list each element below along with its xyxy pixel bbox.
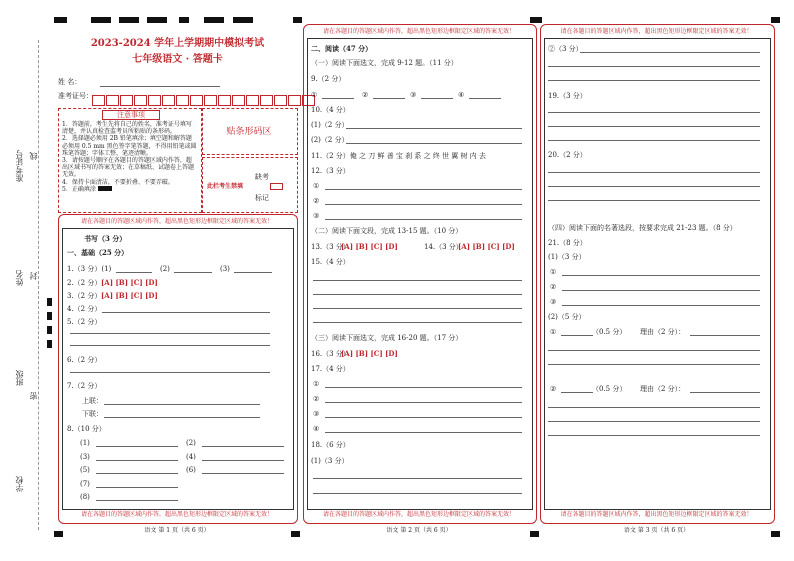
q1-label-3: (3) — [220, 265, 230, 273]
q12-item: ③ — [313, 212, 320, 220]
q17-answer[interactable] — [325, 417, 522, 418]
barcode-label: 贴条形码区 — [226, 127, 272, 137]
side-label-school: 学校 — [15, 476, 24, 492]
q10-1: (1)（2 分） — [311, 121, 349, 129]
q8-label: 8.（10 分） — [67, 425, 106, 433]
q18-label: 18.（6 分） — [311, 441, 350, 449]
q18-1-answer[interactable] — [313, 478, 522, 479]
warning-top: 请在各题目的答题区域内作答，超出黑色矩形边框限定区域的答案无效！ — [560, 28, 753, 35]
locator-mark — [530, 17, 542, 23]
notice-item: 3．请按题号顺序在各题目的答题区域内作答，超出区域书写的答案无效；在草稿纸、试题卷上答题无效。 — [62, 156, 195, 179]
q18-2-answer[interactable] — [548, 66, 760, 67]
reading-sub-2: （二）阅读下面文段，完成 13-15 题。（10 分） — [311, 227, 463, 235]
q9-answer[interactable] — [373, 98, 405, 99]
name-field[interactable] — [100, 86, 220, 87]
q19-label: 19.（3 分） — [548, 92, 587, 100]
q21-answer[interactable] — [562, 275, 760, 276]
q18-1-label: (1)（3 分） — [311, 457, 349, 465]
q12-answer[interactable] — [325, 219, 522, 220]
q2-label: 2.（2 分） — [67, 279, 102, 287]
q4-label: 4.（2 分） — [67, 305, 102, 313]
locator-mark — [293, 17, 302, 23]
q17-item: ① — [313, 380, 320, 388]
q8-item: (8) — [80, 493, 90, 501]
binding-line — [38, 40, 39, 530]
q17-item: ④ — [313, 425, 320, 433]
reason-answer[interactable] — [548, 350, 760, 351]
q19-answer[interactable] — [548, 112, 760, 113]
q9-opt: ① — [311, 91, 318, 99]
notice-item: 4．保持卡面清洁，不要折叠、不要弄破。 — [62, 178, 174, 186]
q15-answer[interactable] — [313, 322, 522, 323]
reading-sub-4: （四）阅读下面的名著选段，按要求完成 21-23 题。（8 分） — [548, 224, 737, 232]
q11-label: 11.（2 分）俺 之 刀 鲜 善 宝 刹 系 之 终 世 翼 树 内 去 — [311, 152, 486, 160]
q21-2-answer[interactable] — [561, 392, 593, 393]
exam-subtitle: 七年级语文 · 答题卡 — [132, 54, 223, 65]
q5-label: 5.（2 分） — [67, 318, 102, 326]
q17-item: ③ — [313, 410, 320, 418]
q20-answer[interactable] — [548, 186, 760, 187]
q18-2-answer[interactable] — [548, 80, 760, 81]
q9-answer[interactable] — [421, 98, 453, 99]
q17-answer[interactable] — [325, 387, 522, 388]
q17-answer[interactable] — [325, 432, 522, 433]
q8-item: (3) — [80, 453, 90, 461]
side-label-line: 线 — [29, 152, 38, 160]
warning-bottom: 请在各题目的答题区域内作答，超出黑色矩形边框限定区域的答案无效！ — [560, 511, 753, 518]
q21-1-label: (1)（3 分） — [548, 253, 586, 261]
q5-answer[interactable] — [70, 345, 270, 346]
q8-answer[interactable] — [96, 473, 178, 474]
locator-mark — [91, 17, 111, 23]
locator-mark — [47, 326, 52, 334]
locator-mark — [233, 17, 253, 23]
ticket-number-boxes[interactable] — [92, 90, 316, 109]
q15-answer[interactable] — [313, 294, 522, 295]
q12-answer[interactable] — [325, 189, 522, 190]
score-note: （0.5 分） — [592, 385, 627, 393]
q8-answer[interactable] — [96, 487, 178, 488]
q8-item: (6) — [186, 466, 196, 474]
reading-section: 二、阅读（47 分） — [311, 44, 373, 53]
q7-label: 7.（2 分） — [67, 382, 102, 390]
q8-answer[interactable] — [202, 460, 284, 461]
locator-mark — [179, 17, 189, 23]
exam-title: 2023-2024 学年上学期期中模拟考试 — [90, 38, 265, 49]
q2-choices[interactable]: [A] [B] [C] [D] — [101, 278, 158, 287]
locator-mark — [119, 17, 139, 23]
q21-2-item: ② — [550, 385, 557, 393]
locator-mark — [147, 17, 167, 23]
filled-sample-icon — [98, 186, 112, 191]
reading-sub-1: （一）阅读下面选文，完成 9-12 题。（11 分） — [311, 59, 458, 67]
q10-1-answer[interactable] — [346, 128, 522, 129]
q21-item: ② — [550, 283, 557, 291]
writing-section: 书写（3 分） — [84, 234, 127, 243]
q20-answer[interactable] — [548, 200, 760, 201]
basic-section: 一、基础（25 分） — [67, 248, 129, 257]
q10-2: (2)（2 分） — [311, 136, 349, 144]
q16-choices[interactable]: [A] [B] [C] [D] — [341, 349, 398, 358]
q21-answer[interactable] — [562, 290, 760, 291]
q6-label: 6.（2 分） — [67, 356, 102, 364]
warning-bottom: 请在各题目的答题区域内作答，超出黑色矩形边框限定区域的答案无效！ — [322, 511, 515, 518]
page-footer-1: 语文 第 1 页（共 6 页） — [144, 527, 210, 534]
locator-mark — [47, 298, 52, 306]
q3-label: 3.（2 分） — [67, 292, 102, 300]
q13-choices[interactable]: [A] [B] [C] [D] — [341, 242, 398, 251]
q21-item: ① — [550, 268, 557, 276]
locator-mark — [204, 17, 224, 23]
q7-lower-answer[interactable] — [104, 417, 260, 418]
q15-label: 15.（4 分） — [311, 258, 350, 266]
q18-2-answer[interactable] — [580, 52, 760, 53]
q12-label: 12.（3 分） — [311, 167, 350, 175]
q21-2-item: ① — [550, 328, 557, 336]
absent-title: 缺考 — [255, 173, 269, 181]
q1-label-2: (2) — [160, 265, 170, 273]
q15-answer[interactable] — [313, 280, 522, 281]
q9-opt: ③ — [410, 91, 417, 99]
name-label: 姓 名： — [58, 78, 82, 86]
q13-label: 13.（3 分） — [311, 243, 350, 251]
q6-answer[interactable] — [70, 372, 270, 373]
q21-item: ③ — [550, 298, 557, 306]
q9-opt: ② — [362, 91, 369, 99]
q8-answer[interactable] — [96, 446, 178, 447]
warning-top: 请在各题目的答题区域内作答，超出黑色矩形边框限定区域的答案无效！ — [80, 218, 273, 225]
q20-answer[interactable] — [548, 172, 760, 173]
score-note: （0.5 分） — [592, 328, 627, 336]
q8-item: (7) — [80, 480, 90, 488]
q10-2-answer[interactable] — [346, 143, 522, 144]
reason-answer[interactable] — [690, 335, 760, 336]
q8-answer[interactable] — [202, 473, 284, 474]
warning-bottom: 请在各题目的答题区域内作答，超出黑色矩形边框限定区域的答案无效！ — [80, 511, 273, 518]
locator-mark — [47, 340, 52, 348]
side-label-name: 姓名 — [15, 270, 24, 286]
q12-answer[interactable] — [325, 204, 522, 205]
reason-answer[interactable] — [548, 435, 760, 436]
notice-title: 注意事项 — [102, 110, 160, 120]
q7-upper-label: 上联： — [82, 397, 103, 405]
q9-label: 9.（2 分） — [311, 75, 346, 83]
reason-answer[interactable] — [548, 407, 760, 408]
q8-answer[interactable] — [96, 460, 178, 461]
notice-item: 5．正确填涂 — [62, 186, 197, 193]
q17-item: ② — [313, 395, 320, 403]
q8-item: (1) — [80, 439, 90, 447]
q9-opt: ④ — [458, 91, 465, 99]
q16-label: 16.（3 分） — [311, 350, 350, 358]
notice-list — [62, 121, 197, 193]
q3-choices[interactable]: [A] [B] [C] [D] — [101, 291, 158, 300]
q14-label: 14.（3 分） — [424, 243, 463, 251]
notice-item: 1．答题前，考生先将自己的姓名，准考证号填写清楚，并认真检查监考员所粘贴的条形码。 — [62, 121, 192, 136]
notice-item: 2．选择题必须用 2B 铅笔填涂；填空题和解答题必须用 0.5 mm 黑色签字笔答题，不得用铅笔或圆珠笔答题；字体工整、笔迹清晰。 — [62, 135, 197, 157]
answer-frame-3 — [544, 38, 771, 510]
warning-top: 请在各题目的答题区域内作答，超出黑色矩形边框限定区域的答案无效！ — [322, 28, 515, 35]
ticket-label: 准考证号： — [58, 92, 93, 100]
reason-answer[interactable] — [548, 421, 760, 422]
q12-item: ① — [313, 182, 320, 190]
q17-label: 17.（4 分） — [311, 365, 350, 373]
q10-label: 10.（4 分） — [311, 106, 350, 114]
q21-2-label: (2)（5 分） — [548, 313, 586, 321]
side-label-ticket: 准考证号 — [15, 150, 24, 182]
q18-1-answer[interactable] — [313, 493, 522, 494]
q19-answer[interactable] — [548, 140, 760, 141]
q9-answer[interactable] — [469, 98, 501, 99]
q8-item: (5) — [80, 466, 90, 474]
locator-mark — [47, 312, 52, 320]
reason-answer[interactable] — [548, 364, 760, 365]
absent-checkbox[interactable] — [270, 183, 283, 190]
q7-lower-label: 下联： — [82, 410, 103, 418]
q21-label: 21.（8 分） — [548, 239, 587, 247]
q9-answer[interactable] — [322, 98, 354, 99]
q8-answer[interactable] — [96, 500, 178, 501]
side-label-secret: 密 — [29, 392, 38, 400]
q1-answer-2[interactable] — [174, 272, 212, 273]
locator-mark — [54, 17, 67, 23]
absent-mark: 标记 — [255, 194, 269, 202]
q1-answer-3[interactable] — [234, 272, 272, 273]
q8-item: (4) — [186, 453, 196, 461]
q21-2-answer[interactable] — [561, 335, 593, 336]
q8-answer[interactable] — [202, 446, 284, 447]
q5-answer[interactable] — [70, 333, 270, 334]
q8-item: (2) — [186, 439, 196, 447]
q21-answer[interactable] — [562, 305, 760, 306]
q19-answer[interactable] — [548, 126, 760, 127]
q17-answer[interactable] — [325, 402, 522, 403]
q4-answer[interactable] — [102, 312, 270, 313]
reason-answer[interactable] — [690, 392, 760, 393]
q20-label: 20.（2 分） — [548, 151, 587, 159]
page-footer-2: 语文 第 2 页（共 6 页） — [386, 527, 452, 534]
locator-mark — [771, 17, 780, 23]
q7-upper-answer[interactable] — [104, 404, 260, 405]
reason-label: 理由（2 分）： — [640, 328, 686, 336]
q1-answer-1[interactable] — [116, 272, 152, 273]
page-footer-3: 语文 第 3 页（共 6 页） — [623, 527, 690, 534]
side-label-seal: 封 — [29, 272, 38, 280]
q15-answer[interactable] — [313, 308, 522, 309]
reading-sub-3: （三）阅读下面选文，完成 16-20 题。（17 分） — [311, 334, 463, 342]
q18-2-label: ②（3 分） — [548, 45, 583, 53]
reason-label: 理由（2 分）： — [640, 385, 686, 393]
q12-item: ② — [313, 197, 320, 205]
absent-note: 此栏考生禁填 — [207, 183, 244, 190]
q1-label: 1.（3 分）(1) — [67, 265, 112, 273]
side-label-class: 班级 — [15, 370, 24, 386]
q14-choices[interactable]: [A] [B] [C] [D] — [458, 242, 515, 251]
